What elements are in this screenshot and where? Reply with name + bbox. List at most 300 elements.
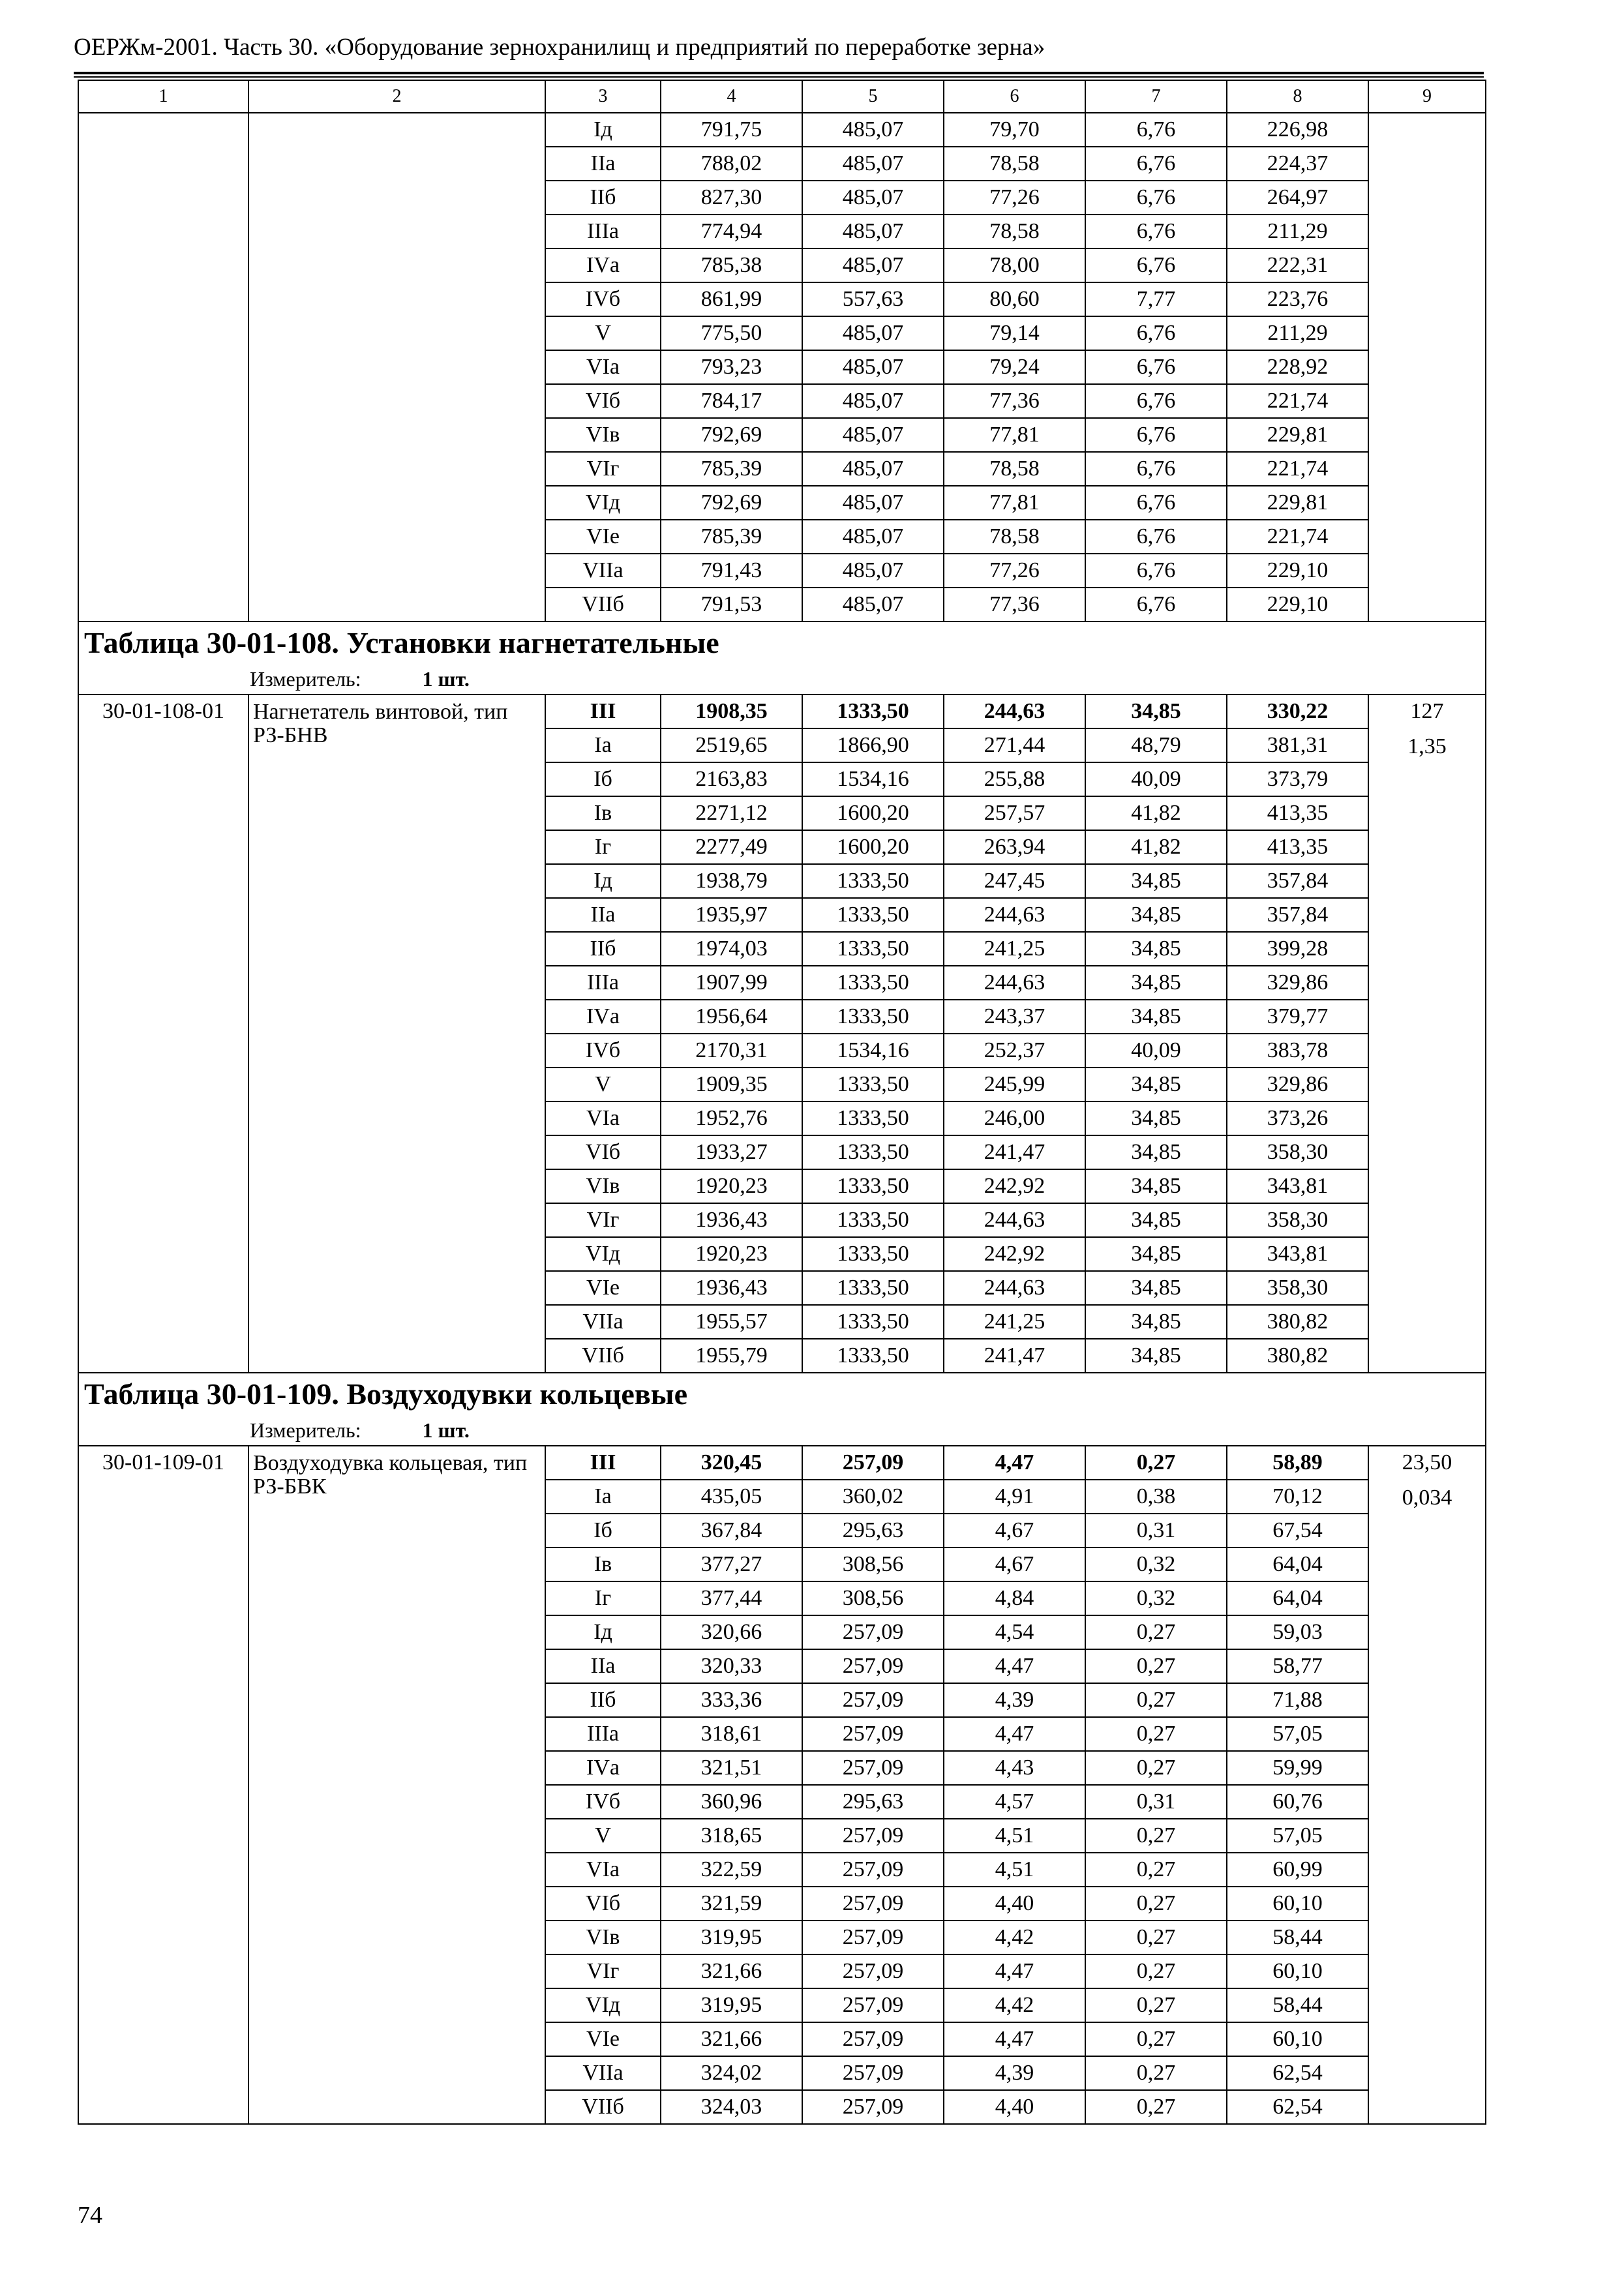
value-cell: 1333,50	[802, 1305, 944, 1339]
value-cell: 329,86	[1227, 966, 1368, 1000]
rate-name: Нагнетатель винтовой, тип РЗ-БНВ	[248, 695, 545, 1373]
value-cell: 4,47	[944, 1649, 1085, 1683]
value-cell: 1333,50	[802, 932, 944, 966]
value-cell: 295,63	[802, 1785, 944, 1819]
value-cell: 791,75	[661, 113, 802, 147]
zone-cell: V	[545, 1819, 661, 1853]
value-cell: 6,76	[1085, 147, 1227, 181]
zone-cell: IIа	[545, 1649, 661, 1683]
value-cell: 377,27	[661, 1548, 802, 1581]
value-cell: 0,27	[1085, 1446, 1227, 1480]
value-cell: 4,39	[944, 2056, 1085, 2090]
value-cell: 257,09	[802, 2022, 944, 2056]
zone-cell: VIIа	[545, 2056, 661, 2090]
value-cell: 784,17	[661, 384, 802, 418]
value-cell: 2170,31	[661, 1034, 802, 1068]
value-cell: 58,44	[1227, 1988, 1368, 2022]
zone-cell: Iа	[545, 1480, 661, 1514]
value-cell: 358,30	[1227, 1135, 1368, 1169]
value-cell: 228,92	[1227, 350, 1368, 384]
value-cell: 308,56	[802, 1581, 944, 1615]
value-cell: 60,76	[1227, 1785, 1368, 1819]
zone-cell: Iб	[545, 1514, 661, 1548]
value-cell: 211,29	[1227, 316, 1368, 350]
value-cell: 257,09	[802, 1954, 944, 1988]
value-cell: 34,85	[1085, 1305, 1227, 1339]
value-cell: 79,14	[944, 316, 1085, 350]
value-cell: 320,45	[661, 1446, 802, 1480]
value-cell: 221,74	[1227, 520, 1368, 554]
value-cell: 1955,79	[661, 1339, 802, 1373]
value-cell: 78,58	[944, 520, 1085, 554]
value-cell: 1974,03	[661, 932, 802, 966]
value-cell: 62,54	[1227, 2056, 1368, 2090]
value-cell: 244,63	[944, 898, 1085, 932]
value-cell: 57,05	[1227, 1819, 1368, 1853]
header-divider-thin	[74, 76, 1484, 78]
zone-cell: VIв	[545, 1921, 661, 1954]
value-cell: 322,59	[661, 1853, 802, 1887]
value-cell: 792,69	[661, 486, 802, 520]
zone-cell: Iд	[545, 113, 661, 147]
zone-cell: Iг	[545, 1581, 661, 1615]
value-cell: 1333,50	[802, 695, 944, 728]
value-cell: 6,76	[1085, 350, 1227, 384]
value-cell: 6,76	[1085, 588, 1227, 621]
value-cell: 319,95	[661, 1988, 802, 2022]
zone-cell: VIв	[545, 418, 661, 452]
value-cell: 791,43	[661, 554, 802, 588]
table-title: Таблица 30-01-109. Воздуходувки кольцевые	[78, 1373, 1486, 1415]
value-cell: 78,00	[944, 248, 1085, 282]
zone-cell: V	[545, 1068, 661, 1101]
value-cell: 226,98	[1227, 113, 1368, 147]
value-cell: 222,31	[1227, 248, 1368, 282]
zone-cell: IVб	[545, 1785, 661, 1819]
value-cell: 4,84	[944, 1581, 1085, 1615]
zone-cell: IIIа	[545, 1717, 661, 1751]
value-cell: 62,54	[1227, 2090, 1368, 2124]
value-cell: 271,44	[944, 728, 1085, 762]
value-cell: 381,31	[1227, 728, 1368, 762]
value-cell: 435,05	[661, 1480, 802, 1514]
value-cell: 6,76	[1085, 113, 1227, 147]
value-cell: 2519,65	[661, 728, 802, 762]
value-cell: 257,09	[802, 1853, 944, 1887]
value-cell: 1936,43	[661, 1271, 802, 1305]
zone-cell: IVб	[545, 282, 661, 316]
zone-cell: VIб	[545, 1887, 661, 1921]
value-cell: 1908,35	[661, 695, 802, 728]
zone-cell: VIг	[545, 1954, 661, 1988]
value-cell: 321,66	[661, 2022, 802, 2056]
value-cell: 485,07	[802, 520, 944, 554]
value-cell: 257,09	[802, 1649, 944, 1683]
value-cell: 357,84	[1227, 898, 1368, 932]
value-cell: 34,85	[1085, 1169, 1227, 1203]
unit-label: Измеритель:	[250, 1418, 361, 1442]
value-cell: 1909,35	[661, 1068, 802, 1101]
value-cell: 343,81	[1227, 1237, 1368, 1271]
value-cell: 793,23	[661, 350, 802, 384]
value-cell: 318,61	[661, 1717, 802, 1751]
zone-cell: VIIб	[545, 1339, 661, 1373]
value-cell: 1534,16	[802, 1034, 944, 1068]
value-cell: 413,35	[1227, 830, 1368, 864]
value-cell: 221,74	[1227, 384, 1368, 418]
zone-cell: IIб	[545, 1683, 661, 1717]
value-cell: 264,97	[1227, 181, 1368, 215]
value-cell: 257,09	[802, 1887, 944, 1921]
value-cell: 0,27	[1085, 1988, 1227, 2022]
rate-code-cell	[78, 113, 248, 621]
value-cell: 4,40	[944, 2090, 1085, 2124]
value-cell: 34,85	[1085, 1135, 1227, 1169]
value-cell: 257,09	[802, 1446, 944, 1480]
value-cell: 229,81	[1227, 418, 1368, 452]
zone-cell: Iд	[545, 1615, 661, 1649]
column-number: 1	[78, 80, 248, 113]
rate-name-cell	[248, 113, 545, 621]
value-cell: 4,40	[944, 1887, 1085, 1921]
value-cell: 320,33	[661, 1649, 802, 1683]
value-cell: 4,54	[944, 1615, 1085, 1649]
value-cell: 324,03	[661, 2090, 802, 2124]
page-header-title: ОЕРЖм-2001. Часть 30. «Оборудование зернохранилищ и предприятий по переработке зерна»	[74, 34, 1045, 61]
table-row	[78, 1446, 1486, 1480]
value-cell: 330,22	[1227, 695, 1368, 728]
zone-cell: IVа	[545, 248, 661, 282]
value-cell: 78,58	[944, 215, 1085, 248]
value-cell: 485,07	[802, 147, 944, 181]
value-cell: 321,51	[661, 1751, 802, 1785]
value-cell: 4,39	[944, 1683, 1085, 1717]
value-cell: 0,27	[1085, 2022, 1227, 2056]
value-cell: 34,85	[1085, 932, 1227, 966]
value-cell: 41,82	[1085, 830, 1227, 864]
value-cell: 229,10	[1227, 554, 1368, 588]
value-cell: 57,05	[1227, 1717, 1368, 1751]
value-cell: 1333,50	[802, 1169, 944, 1203]
value-cell: 58,77	[1227, 1649, 1368, 1683]
value-cell: 319,95	[661, 1921, 802, 1954]
header-divider	[74, 72, 1484, 74]
value-cell: 255,88	[944, 762, 1085, 796]
value-cell: 343,81	[1227, 1169, 1368, 1203]
zone-cell: VIд	[545, 1988, 661, 2022]
value-cell: 413,35	[1227, 796, 1368, 830]
unit-cell	[78, 1415, 1486, 1446]
extra-value: 0,034	[1402, 1486, 1452, 1510]
value-cell: 827,30	[661, 181, 802, 215]
zone-cell: VIе	[545, 2022, 661, 2056]
value-cell: 791,53	[661, 588, 802, 621]
value-cell: 252,37	[944, 1034, 1085, 1068]
value-cell: 67,54	[1227, 1514, 1368, 1548]
zone-cell: IIIа	[545, 215, 661, 248]
value-cell: 358,30	[1227, 1203, 1368, 1237]
value-cell: 4,43	[944, 1751, 1085, 1785]
value-cell: 78,58	[944, 452, 1085, 486]
value-cell: 34,85	[1085, 695, 1227, 728]
rate-code: 30-01-109-01	[78, 1446, 248, 2124]
value-cell: 1333,50	[802, 1237, 944, 1271]
value-cell: 1935,97	[661, 898, 802, 932]
value-cell: 0,27	[1085, 1921, 1227, 1954]
value-cell: 79,70	[944, 113, 1085, 147]
value-cell: 785,39	[661, 452, 802, 486]
value-cell: 243,37	[944, 1000, 1085, 1034]
unit-value: 1 шт.	[422, 667, 470, 691]
value-cell: 0,31	[1085, 1785, 1227, 1819]
value-cell: 4,47	[944, 1446, 1085, 1480]
value-cell: 0,27	[1085, 1853, 1227, 1887]
value-cell: 2271,12	[661, 796, 802, 830]
value-cell: 1956,64	[661, 1000, 802, 1034]
value-cell: 6,76	[1085, 418, 1227, 452]
zone-cell: VIа	[545, 1101, 661, 1135]
value-cell: 241,25	[944, 932, 1085, 966]
value-cell: 242,92	[944, 1237, 1085, 1271]
value-cell: 4,57	[944, 1785, 1085, 1819]
value-cell: 242,92	[944, 1169, 1085, 1203]
value-cell: 485,07	[802, 113, 944, 147]
value-cell: 0,27	[1085, 1683, 1227, 1717]
value-cell: 77,36	[944, 384, 1085, 418]
zone-cell: III	[545, 1446, 661, 1480]
value-cell: 0,27	[1085, 1751, 1227, 1785]
column-number: 7	[1085, 80, 1227, 113]
value-cell: 211,29	[1227, 215, 1368, 248]
value-cell: 58,44	[1227, 1921, 1368, 1954]
page-number: 74	[78, 2202, 102, 2229]
value-cell: 77,26	[944, 554, 1085, 588]
zone-cell: IVа	[545, 1000, 661, 1034]
zone-cell: Iд	[545, 864, 661, 898]
unit-row	[78, 664, 1486, 695]
value-cell: 4,47	[944, 1954, 1085, 1988]
zone-cell: IVа	[545, 1751, 661, 1785]
value-cell: 64,04	[1227, 1548, 1368, 1581]
value-cell: 241,47	[944, 1339, 1085, 1373]
zone-cell: VIIа	[545, 1305, 661, 1339]
value-cell: 79,24	[944, 350, 1085, 384]
value-cell: 360,02	[802, 1480, 944, 1514]
value-cell: 295,63	[802, 1514, 944, 1548]
value-cell: 380,82	[1227, 1339, 1368, 1373]
unit-value: 1 шт.	[422, 1418, 470, 1442]
zone-cell: Iв	[545, 796, 661, 830]
value-cell: 59,03	[1227, 1615, 1368, 1649]
value-cell: 485,07	[802, 248, 944, 282]
column-number: 4	[661, 80, 802, 113]
value-cell: 357,84	[1227, 864, 1368, 898]
value-cell: 6,76	[1085, 215, 1227, 248]
zone-cell: VIе	[545, 1271, 661, 1305]
value-cell: 1333,50	[802, 966, 944, 1000]
zone-cell: VIб	[545, 384, 661, 418]
value-cell: 77,81	[944, 418, 1085, 452]
rate-code: 30-01-108-01	[78, 695, 248, 1373]
value-cell: 257,09	[802, 1683, 944, 1717]
value-cell: 1333,50	[802, 1101, 944, 1135]
value-cell: 34,85	[1085, 1339, 1227, 1373]
value-cell: 0,27	[1085, 1887, 1227, 1921]
value-cell: 0,38	[1085, 1480, 1227, 1514]
zone-cell: III	[545, 695, 661, 728]
value-cell: 4,51	[944, 1819, 1085, 1853]
value-cell: 257,09	[802, 2056, 944, 2090]
value-cell: 1600,20	[802, 796, 944, 830]
value-cell: 224,37	[1227, 147, 1368, 181]
value-cell: 1333,50	[802, 1203, 944, 1237]
value-cell: 383,78	[1227, 1034, 1368, 1068]
value-cell: 59,99	[1227, 1751, 1368, 1785]
value-cell: 1333,50	[802, 1135, 944, 1169]
value-cell: 318,65	[661, 1819, 802, 1853]
table-row	[78, 113, 1486, 147]
value-cell: 379,77	[1227, 1000, 1368, 1034]
value-cell: 257,57	[944, 796, 1085, 830]
value-cell: 257,09	[802, 1751, 944, 1785]
value-cell: 329,86	[1227, 1068, 1368, 1101]
value-cell: 257,09	[802, 1988, 944, 2022]
value-cell: 485,07	[802, 486, 944, 520]
extra-value: 127	[1410, 699, 1444, 723]
value-cell: 4,91	[944, 1480, 1085, 1514]
value-cell: 4,51	[944, 1853, 1085, 1887]
value-cell: 485,07	[802, 452, 944, 486]
zone-cell: VIв	[545, 1169, 661, 1203]
extra-cell	[1368, 695, 1486, 1373]
column-number: 6	[944, 80, 1085, 113]
value-cell: 241,25	[944, 1305, 1085, 1339]
table-title: Таблица 30-01-108. Установки нагнетательные	[78, 621, 1486, 664]
zone-cell: VIе	[545, 520, 661, 554]
rate-name: Воздуходувка кольцевая, тип РЗ-БВК	[248, 1446, 545, 2124]
zone-cell: VIд	[545, 486, 661, 520]
value-cell: 373,26	[1227, 1101, 1368, 1135]
value-cell: 245,99	[944, 1068, 1085, 1101]
value-cell: 229,81	[1227, 486, 1368, 520]
value-cell: 377,44	[661, 1581, 802, 1615]
extra-value: 23,50	[1402, 1450, 1452, 1474]
value-cell: 34,85	[1085, 1203, 1227, 1237]
table-title-row	[78, 621, 1486, 664]
value-cell: 1333,50	[802, 1000, 944, 1034]
zone-cell: VIIа	[545, 554, 661, 588]
value-cell: 247,45	[944, 864, 1085, 898]
value-cell: 229,10	[1227, 588, 1368, 621]
value-cell: 485,07	[802, 588, 944, 621]
zone-cell: VIа	[545, 350, 661, 384]
extra-cell	[1368, 113, 1486, 621]
value-cell: 485,07	[802, 181, 944, 215]
value-cell: 0,27	[1085, 1649, 1227, 1683]
value-cell: 358,30	[1227, 1271, 1368, 1305]
value-cell: 4,47	[944, 1717, 1085, 1751]
value-cell: 257,09	[802, 1819, 944, 1853]
zone-cell: VIIб	[545, 2090, 661, 2124]
unit-cell	[78, 664, 1486, 695]
value-cell: 485,07	[802, 350, 944, 384]
value-cell: 373,79	[1227, 762, 1368, 796]
value-cell: 320,66	[661, 1615, 802, 1649]
value-cell: 77,36	[944, 588, 1085, 621]
unit-row	[78, 1415, 1486, 1446]
value-cell: 64,04	[1227, 1581, 1368, 1615]
value-cell: 367,84	[661, 1514, 802, 1548]
column-number: 3	[545, 80, 661, 113]
value-cell: 0,27	[1085, 1615, 1227, 1649]
value-cell: 6,76	[1085, 316, 1227, 350]
value-cell: 0,32	[1085, 1548, 1227, 1581]
value-cell: 485,07	[802, 316, 944, 350]
value-cell: 60,10	[1227, 1954, 1368, 1988]
value-cell: 41,82	[1085, 796, 1227, 830]
value-cell: 785,38	[661, 248, 802, 282]
value-cell: 557,63	[802, 282, 944, 316]
value-cell: 1534,16	[802, 762, 944, 796]
table-row	[78, 695, 1486, 728]
value-cell: 861,99	[661, 282, 802, 316]
value-cell: 333,36	[661, 1683, 802, 1717]
rates-table	[78, 80, 1486, 2125]
value-cell: 485,07	[802, 554, 944, 588]
value-cell: 257,09	[802, 1717, 944, 1751]
value-cell: 244,63	[944, 1203, 1085, 1237]
value-cell: 4,42	[944, 1921, 1085, 1954]
value-cell: 60,10	[1227, 1887, 1368, 1921]
value-cell: 6,76	[1085, 486, 1227, 520]
value-cell: 485,07	[802, 215, 944, 248]
value-cell: 257,09	[802, 2090, 944, 2124]
value-cell: 77,26	[944, 181, 1085, 215]
value-cell: 775,50	[661, 316, 802, 350]
value-cell: 380,82	[1227, 1305, 1368, 1339]
value-cell: 244,63	[944, 695, 1085, 728]
value-cell: 48,79	[1085, 728, 1227, 762]
value-cell: 0,27	[1085, 2056, 1227, 2090]
value-cell: 1907,99	[661, 966, 802, 1000]
value-cell: 70,12	[1227, 1480, 1368, 1514]
value-cell: 0,27	[1085, 1819, 1227, 1853]
value-cell: 244,63	[944, 1271, 1085, 1305]
zone-cell: VIд	[545, 1237, 661, 1271]
value-cell: 1933,27	[661, 1135, 802, 1169]
zone-cell: VIIб	[545, 588, 661, 621]
value-cell: 257,09	[802, 1921, 944, 1954]
value-cell: 34,85	[1085, 1271, 1227, 1305]
value-cell: 77,81	[944, 486, 1085, 520]
value-cell: 324,02	[661, 2056, 802, 2090]
value-cell: 34,85	[1085, 1068, 1227, 1101]
value-cell: 34,85	[1085, 966, 1227, 1000]
value-cell: 6,76	[1085, 452, 1227, 486]
value-cell: 6,76	[1085, 520, 1227, 554]
value-cell: 360,96	[661, 1785, 802, 1819]
value-cell: 0,27	[1085, 1717, 1227, 1751]
zone-cell: VIг	[545, 452, 661, 486]
column-number-row	[78, 80, 1486, 113]
extra-cell	[1368, 1446, 1486, 2124]
unit-label: Измеритель:	[250, 667, 361, 691]
value-cell: 34,85	[1085, 1101, 1227, 1135]
value-cell: 1600,20	[802, 830, 944, 864]
value-cell: 1920,23	[661, 1237, 802, 1271]
extra-value: 1,35	[1407, 734, 1447, 758]
value-cell: 6,76	[1085, 554, 1227, 588]
